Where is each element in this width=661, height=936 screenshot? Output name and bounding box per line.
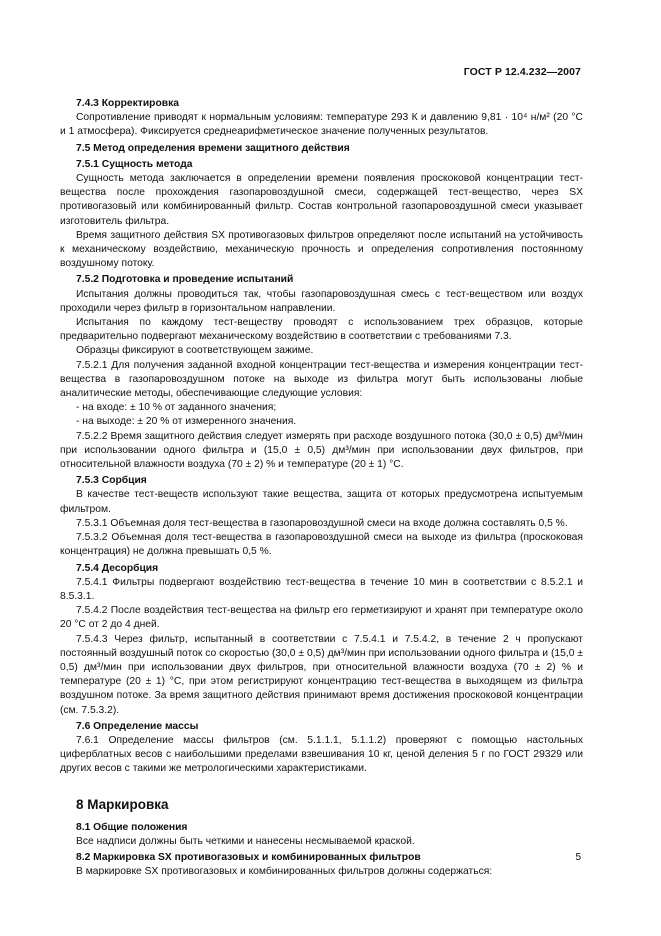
- paragraph: Испытания должны проводиться так, чтобы газопаровоздушная смесь с тест-веществом или воздух проходили через фильтр в горизонтальном направлении.: [60, 288, 583, 314]
- section-heading: 7.6 Определение массы: [76, 720, 199, 732]
- paragraph: 7.5.3.1 Объемная доля тест-вещества в газопаровоздушной смеси на входе должна составлять 0,5 %.: [76, 517, 568, 529]
- section-heading: 8.2 Маркировка SX противогазовых и комбинированных фильтров: [76, 851, 421, 863]
- paragraph: 7.5.2.1 Для получения заданной входной концентрации тест-вещества и измерения концентрации тест-вещества в газопаровоздушном потоке на выходе из фильтра могут быть использованы любые аналитические методы, обеспечивающие следующие условия:: [60, 359, 583, 400]
- page-number: 5: [575, 852, 581, 863]
- section-heading: 7.5 Метод определения времени защитного действия: [76, 142, 350, 154]
- section-heading: 8.1 Общие положения: [76, 821, 188, 833]
- paragraph: Сопротивление приводят к нормальным условиям: температуре 293 К и давлению 9,81 · 10⁴ н/м² (20 °С и 1 атмосфера). Фиксируется среднеарифметическое значение полученных результатов.: [60, 112, 583, 138]
- paragraph: Время защитного действия SX противогазовых фильтров определяют после испытаний на устойчивость к механическому воздействию, механическую прочность и определения сопротивления постоянному воздушному потоку.: [60, 229, 583, 270]
- chapter-heading: 8 Маркировка: [76, 796, 169, 812]
- paragraph: 7.5.4.2 После воздействия тест-вещества на фильтр его герметизируют и хранят при температуре около 20 °С от 2 до 4 дней.: [60, 605, 583, 631]
- paragraph: 7.5.3.2 Объемная доля тест-вещества в газопаровоздушной смеси на выходе из фильтра (проскоковая концентрация) не должна превышать 0,5 %.: [60, 532, 583, 558]
- list-item: - на входе: ± 10 % от заданного значения;: [76, 402, 277, 414]
- section-heading: 7.5.4 Десорбция: [76, 562, 159, 574]
- paragraph: 7.5.4.1 Фильтры подвергают воздействию тест-вещества в течение 10 мин в соответствии с 8.5.2.1 и 8.5.3.1.: [60, 576, 583, 602]
- section-heading: 7.5.3 Сорбция: [76, 475, 147, 487]
- paragraph: Сущность метода заключается в определении времени появления проскоковой концентрации тест-вещества после прохождения газопаровоздушной смеси, содержащей тест-вещество, через SX противогазовый или комбинированный фильтр. Состав контрольной газопаровоздушной смеси указывает изготовитель фильтра.: [60, 173, 583, 227]
- paragraph: 7.5.4.3 Через фильтр, испытанный в соответствии с 7.5.4.1 и 7.5.4.2, в течение 2 ч пропускают постоянный воздушный поток со скоростью (30,0 ± 0,5) дм³/мин при использовании одного фильтра и (15,0 ± 0,5) дм³/мин при использовании двух фильтров, при относительной влажности воздуха (70 ± 2) % и температуре (20 ± 1) °С, при этом регистрируют концентрацию тест-вещества в выходящем из фильтра воздушном потоке. За время защитного действия принимают время достижения проскоковой концентрации (см. 7.5.3.2).: [60, 633, 583, 716]
- paragraph: В маркировке SX противогазовых и комбинированных фильтров должны содержаться:: [76, 866, 493, 878]
- list-item: - на выходе: ± 20 % от измеренного значения.: [76, 416, 297, 428]
- paragraph: 7.6.1 Определение массы фильтров (см. 5.1.1.1, 5.1.1.2) проверяют с помощью настольных циферблатных весов с наибольшими пределами взвешивания 10 кг, ценой деления 5 г по ГОСТ 29329 или других весов с такими же метрологическими характеристиками.: [60, 734, 583, 775]
- document-body: [60, 97, 583, 879]
- paragraph: 7.5.2.2 Время защитного действия следует измерять при расходе воздушного потока (30,0 ± 0,5) дм³/мин при использовании одного фильтра и (15,0 ± 0,5) дм³/мин при использовании двух фильтров, при относительной влажности воздуха (70 ± 2) % и температуре (20 ± 1) °С.: [60, 430, 583, 471]
- section-heading: 7.5.1 Сущность метода: [76, 158, 193, 170]
- section-heading: 7.4.3 Корректировка: [76, 98, 179, 109]
- paragraph: Все надписи должны быть четкими и нанесены несмываемой краской.: [76, 835, 415, 847]
- paragraph: Образцы фиксируют в соответствующем зажиме.: [76, 345, 314, 357]
- document-header: ГОСТ Р 12.4.232—2007: [463, 66, 581, 78]
- paragraph: В качестве тест-веществ используют такие вещества, защита от которых предусмотрена испытуемым фильтром.: [60, 489, 583, 515]
- section-heading: 7.5.2 Подготовка и проведение испытаний: [76, 274, 294, 286]
- paragraph: Испытания по каждому тест-веществу проводят с использованием трех образцов, которые предварительно подвергают механическому воздействию в соответствии с требованиями 7.3.: [60, 317, 583, 343]
